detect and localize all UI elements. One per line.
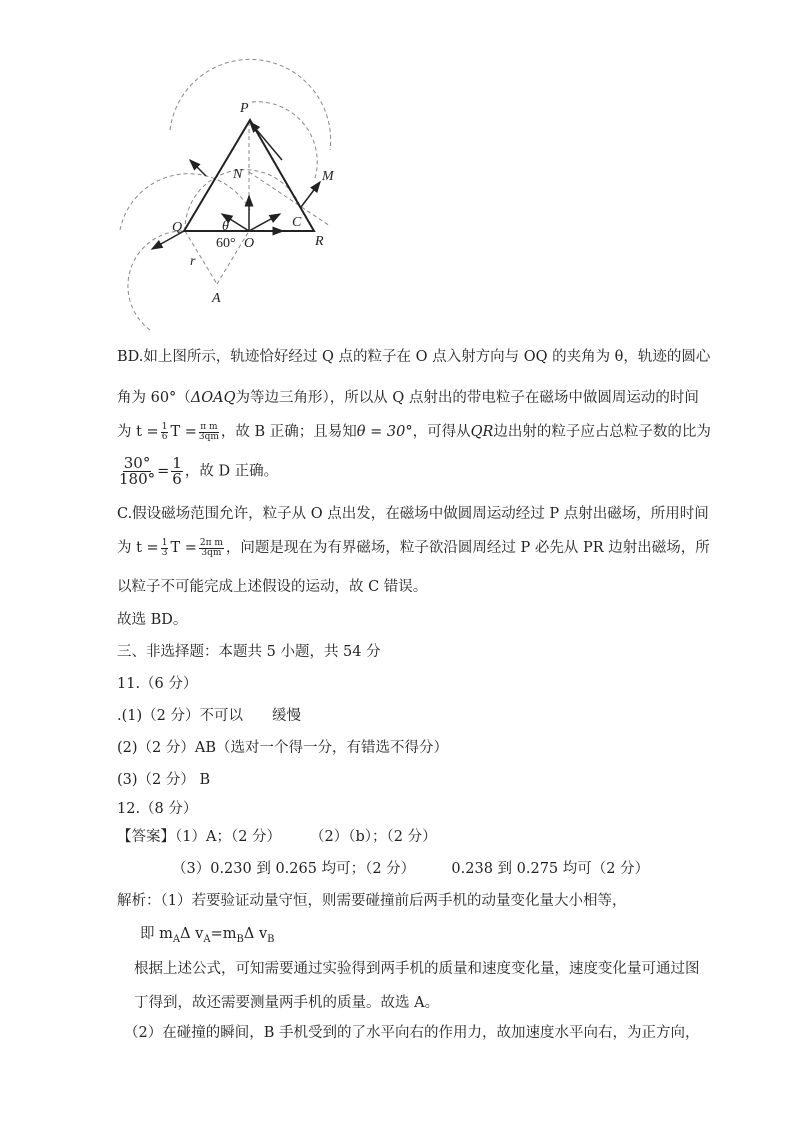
text: 为 t = <box>117 540 159 556</box>
label-m: M <box>322 169 334 184</box>
q12-analysis-3: 丁得到，故还需要测量两手机的质量。故选 A。 <box>134 995 440 1011</box>
edge-qr: QR <box>470 424 494 440</box>
numerator: 30° <box>123 454 151 472</box>
c-line-2 <box>117 536 710 558</box>
numerator: 1 <box>161 421 168 432</box>
denominator: 3 <box>161 547 168 558</box>
fraction <box>119 456 155 487</box>
q12-analysis-4: （2）在碰撞的瞬间，B 手机受到的了水平向右的作用力，故加速度水平向右，为正方向， <box>124 1025 700 1041</box>
q12-answer-1: 【答案】（1）A；（2 分） （2）（b）；（2 分） <box>117 829 437 845</box>
text: 为等边三角形），所以从 Q 点射出的带电粒子在磁场中做圆周运动的时间 <box>235 390 699 406</box>
denominator: 6 <box>172 470 182 488</box>
denominator: 6 <box>161 431 168 442</box>
q12-answer-2: （3）0.230 到 0.265 均可；（2 分） 0.238 到 0.275 均可（2 分） <box>172 861 650 877</box>
fraction <box>161 539 169 558</box>
subscript: B <box>236 933 244 945</box>
section-heading: 三、非选择题：本题共 5 小题，共 54 分 <box>117 644 381 660</box>
text: =m <box>210 926 237 942</box>
choice-line: 故选 BD。 <box>117 612 188 628</box>
q11-answer-1: .(1)（2 分）不可以 缓慢 <box>117 708 301 724</box>
bd-line-2 <box>117 386 699 407</box>
text: = <box>157 463 170 480</box>
text: ，故 B 正确；且易知 <box>220 424 357 440</box>
denominator: 180° <box>119 470 156 488</box>
theta-value: θ = 30° <box>356 424 413 440</box>
label-r-radius: r <box>190 254 196 269</box>
text: ，故 D 正确。 <box>184 463 279 480</box>
numerator: π m <box>200 421 218 432</box>
text: ，问题是现在为有界磁场，粒子欲沿圆周经过 P 必先从 PR 边射出磁场，所 <box>225 540 710 556</box>
numerator: 1 <box>172 454 182 472</box>
label-c: C <box>292 215 302 230</box>
text: 为 t = <box>117 424 159 440</box>
q12-title: 12.（8 分） <box>117 801 198 817</box>
c-line-1: C.假设磁场范围允许，粒子从 O 点出发，在磁场中做圆周运动经过 P 点射出磁场，所用时间 <box>117 506 709 522</box>
subscript: B <box>267 933 275 945</box>
label-60-degrees: 60° <box>216 236 236 251</box>
label-n: N <box>233 167 243 182</box>
trajectory-arc <box>170 59 331 150</box>
label-theta: θ <box>222 219 229 234</box>
denominator: 3qm <box>198 431 219 442</box>
label-r: R <box>315 234 324 249</box>
text: 边出射的粒子应占总粒子数的比为 <box>493 424 711 440</box>
bd-line-1: BD.如上图所示，轨迹恰好经过 Q 点的粒子在 O 点入射方向与 OQ 的夹角为 θ，轨迹的圆心 <box>117 349 711 365</box>
numerator: 1 <box>161 537 168 548</box>
q11-answer-3: (3)（2 分） B <box>117 772 211 788</box>
numerator: 2π m <box>199 537 223 548</box>
c-line-3: 以粒子不可能完成上述假设的运动，故 C 错误。 <box>117 579 428 595</box>
label-a: A <box>212 291 221 306</box>
trajectory-arc <box>120 174 250 230</box>
q12-analysis-1: 解析：（1）若要验证动量守恒，则需要碰撞前后两手机的动量变化量大小相等， <box>117 893 627 909</box>
fraction <box>161 423 169 442</box>
q11-title: 11.（6 分） <box>117 676 198 692</box>
text: Δ v <box>243 926 268 942</box>
q12-equation <box>140 922 275 945</box>
label-p: P <box>240 101 249 116</box>
fraction <box>171 456 183 487</box>
subscript: A <box>203 933 211 945</box>
text: Δ v <box>180 926 204 942</box>
triangle-label: ΔOAQ <box>190 390 236 406</box>
text: 即 m <box>140 926 173 942</box>
q12-analysis-2: 根据上述公式，可知需要通过实验得到两手机的质量和速度变化量，速度变化量可通过图 <box>134 961 700 977</box>
text: ，可得从 <box>412 424 471 440</box>
text: T = <box>170 540 197 556</box>
text: T = <box>170 424 197 440</box>
label-o: O <box>244 236 255 251</box>
bd-line-3 <box>117 420 711 442</box>
bd-line-4 <box>117 456 278 487</box>
fraction <box>199 539 224 558</box>
fraction <box>199 423 219 442</box>
text: 角为 60°（ <box>117 390 191 406</box>
physics-diagram <box>0 0 800 340</box>
subscript: A <box>172 933 181 945</box>
label-q: Q <box>172 220 183 235</box>
q11-answer-2: (2)（2 分）AB（选对一个得一分，有错选不得分） <box>117 740 448 756</box>
denominator: 3qm <box>201 547 222 558</box>
